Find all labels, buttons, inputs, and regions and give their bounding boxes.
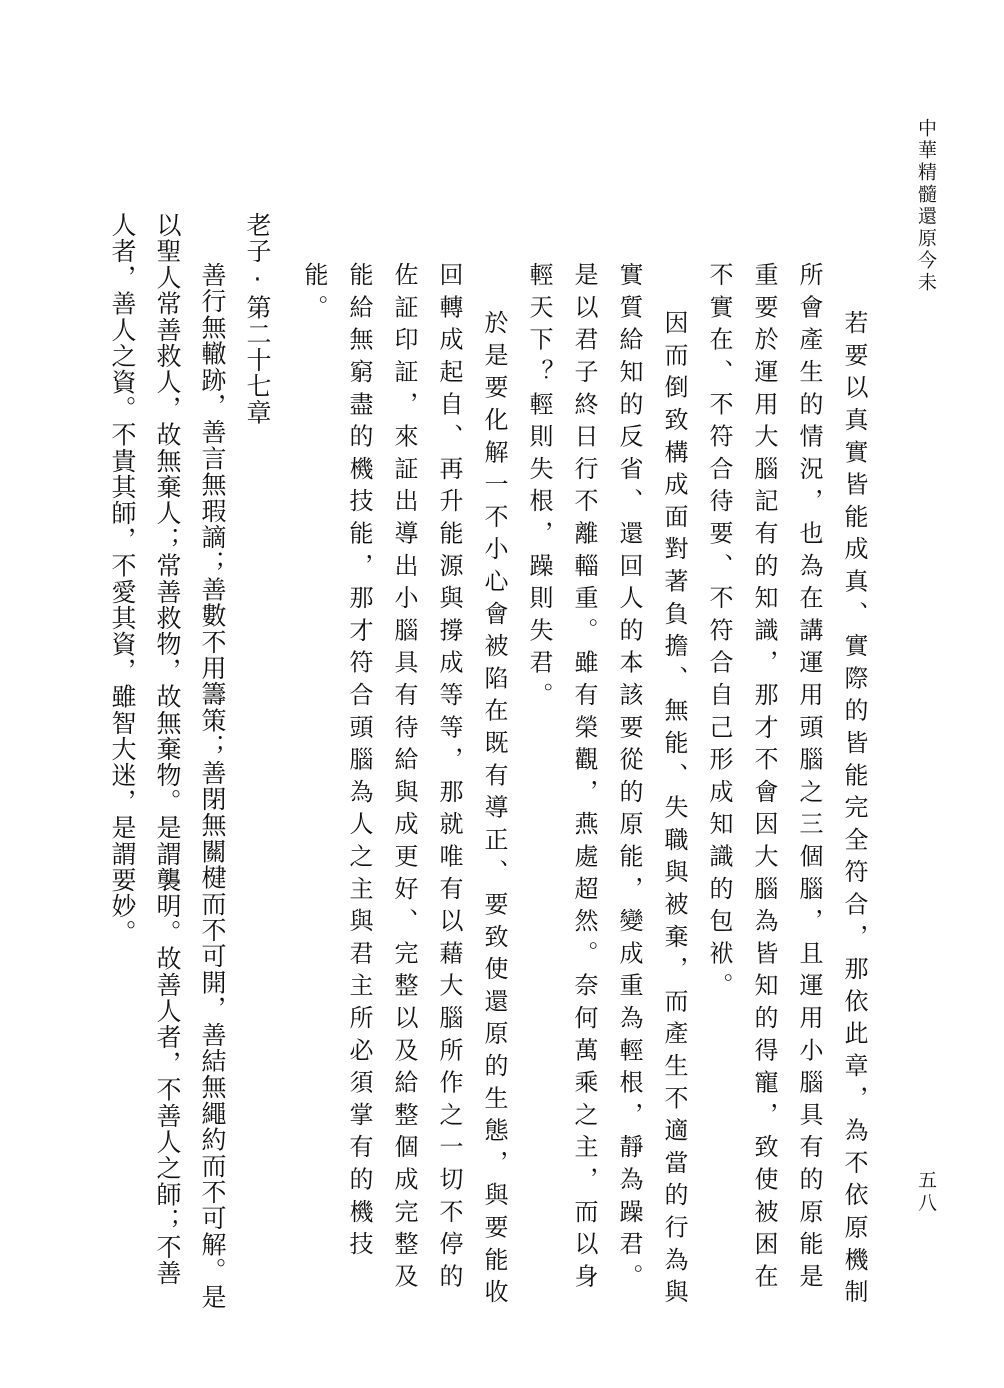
quote-block	[100, 212, 280, 1312]
page-number: 五八	[915, 1170, 937, 1216]
body-text-block	[291, 262, 876, 1312]
paragraph-3: 於是要化解一不小心會被陷在既有導正、要致使還原的生態，與要能收回轉成起自、再升能源與撐成等等，那就唯有以藉大腦所作之一切不停的佐証印証，來証出導出小腦具有待給與成更好、完整以及給整個成完整及能給無窮盡的機技能，那才符合頭腦為人之主與君主所必須掌有的機技能。	[300, 262, 508, 1312]
quote-heading: 老子·第二十七章	[243, 212, 272, 426]
paragraph-1: 若要以真實皆能成真、實際的皆能完全符合，那依此章，為不依原機制所會產生的情況，也為在講運用頭腦之三個腦，且運用小腦具有的原能是重要於運用大腦記有的知識，那才不會因大腦為皆知的得寵，致使被困在不實在、不符合待要、不符合自己形成知識的包袱。	[705, 262, 868, 1312]
running-header-title: 中華精髓還原今未	[915, 118, 937, 294]
quote-text: 善行無轍跡，善言無瑕謫；善數不用籌策；善閉無關楗而不可開，善結無繩約而不可解。是以聖人常善救人，故無棄人；常善救物，故無棄物。是謂襲明。故善人者，不善人之師；不善人者，善人之資。不貴其師，不愛其資，雖智大迷，是謂要妙。	[108, 212, 227, 1310]
paragraph-2: 因而倒致構成面對著負擔、無能、失職與被棄，而產生不適當的行為與實質給知的反省、還回人的本該要從的原能，變成重為輕根，靜為躁君。是以君子終日行不離輜重。雖有榮觀，燕處超然。奈何萬乘之主，而以身輕天下？輕則失根，躁則失君。	[525, 262, 688, 1312]
